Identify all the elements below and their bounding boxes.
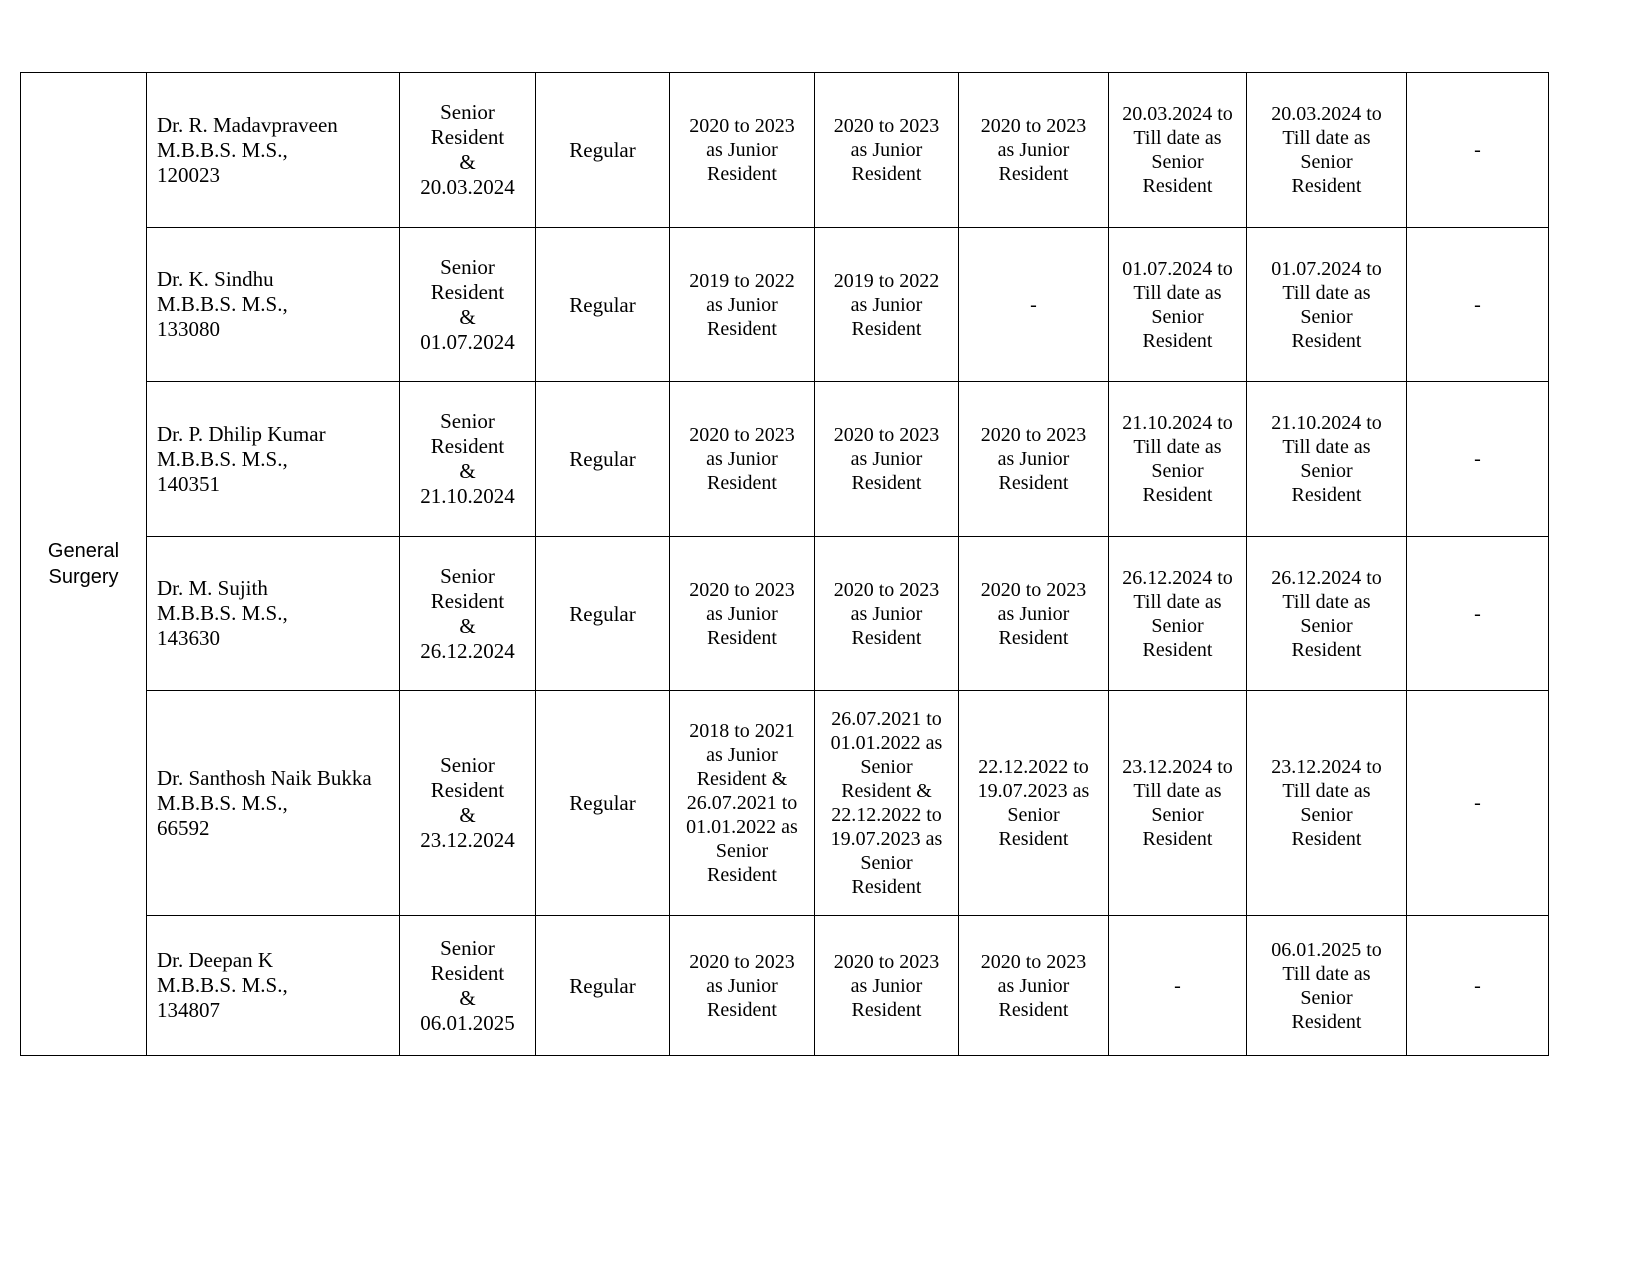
designation-cell: Senior Resident & 23.12.2024 xyxy=(400,691,536,916)
experience-cell: - xyxy=(1407,691,1549,916)
designation-cell: Senior Resident & 21.10.2024 xyxy=(400,382,536,537)
experience-cell: 2019 to 2022 as Junior Resident xyxy=(670,228,815,382)
experience-cell: 2020 to 2023 as Junior Resident xyxy=(959,916,1109,1056)
experience-cell: 22.12.2022 to 19.07.2023 as Senior Resident xyxy=(959,691,1109,916)
faculty-table xyxy=(20,72,1549,1056)
experience-cell: - xyxy=(1407,382,1549,537)
experience-cell: 2020 to 2023 as Junior Resident xyxy=(959,382,1109,537)
table-row xyxy=(21,73,1549,228)
experience-cell: 26.12.2024 to Till date as Senior Resident xyxy=(1247,537,1407,691)
table-row xyxy=(21,691,1549,916)
experience-cell: 01.07.2024 to Till date as Senior Resident xyxy=(1247,228,1407,382)
department-cell: General Surgery xyxy=(21,73,147,1056)
appointment-nature-cell: Regular xyxy=(536,382,670,537)
table-row xyxy=(21,382,1549,537)
experience-cell: 20.03.2024 to Till date as Senior Resident xyxy=(1247,73,1407,228)
faculty-name-cell: Dr. M. Sujith M.B.B.S. M.S., 143630 xyxy=(147,537,400,691)
experience-cell: - xyxy=(1407,916,1549,1056)
experience-cell: 06.01.2025 to Till date as Senior Resident xyxy=(1247,916,1407,1056)
appointment-nature-cell: Regular xyxy=(536,916,670,1056)
experience-cell: 2020 to 2023 as Junior Resident xyxy=(670,382,815,537)
experience-cell: 26.12.2024 to Till date as Senior Resident xyxy=(1109,537,1247,691)
experience-cell: 2020 to 2023 as Junior Resident xyxy=(815,916,959,1056)
experience-cell: - xyxy=(959,228,1109,382)
experience-cell: - xyxy=(1407,228,1549,382)
faculty-name-cell: Dr. R. Madavpraveen M.B.B.S. M.S., 120023 xyxy=(147,73,400,228)
experience-cell: 23.12.2024 to Till date as Senior Resident xyxy=(1109,691,1247,916)
experience-cell: - xyxy=(1407,537,1549,691)
experience-cell: 21.10.2024 to Till date as Senior Resident xyxy=(1109,382,1247,537)
experience-cell: 23.12.2024 to Till date as Senior Resident xyxy=(1247,691,1407,916)
experience-cell: 26.07.2021 to 01.01.2022 as Senior Resident & 22.12.2022 to 19.07.2023 as Senior Resident xyxy=(815,691,959,916)
experience-cell: 2020 to 2023 as Junior Resident xyxy=(670,73,815,228)
experience-cell: 2020 to 2023 as Junior Resident xyxy=(815,73,959,228)
appointment-nature-cell: Regular xyxy=(536,537,670,691)
table-row xyxy=(21,537,1549,691)
experience-cell: 2020 to 2023 as Junior Resident xyxy=(959,537,1109,691)
experience-cell: - xyxy=(1109,916,1247,1056)
designation-cell: Senior Resident & 06.01.2025 xyxy=(400,916,536,1056)
faculty-name-cell: Dr. Santhosh Naik Bukka M.B.B.S. M.S., 66592 xyxy=(147,691,400,916)
table-row xyxy=(21,916,1549,1056)
experience-cell: 2020 to 2023 as Junior Resident xyxy=(815,382,959,537)
designation-cell: Senior Resident & 01.07.2024 xyxy=(400,228,536,382)
designation-cell: Senior Resident & 20.03.2024 xyxy=(400,73,536,228)
experience-cell: 21.10.2024 to Till date as Senior Resident xyxy=(1247,382,1407,537)
experience-cell: 2018 to 2021 as Junior Resident & 26.07.2021 to 01.01.2022 as Senior Resident xyxy=(670,691,815,916)
faculty-name-cell: Dr. K. Sindhu M.B.B.S. M.S., 133080 xyxy=(147,228,400,382)
faculty-name-cell: Dr. Deepan K M.B.B.S. M.S., 134807 xyxy=(147,916,400,1056)
experience-cell: 2020 to 2023 as Junior Resident xyxy=(815,537,959,691)
experience-cell: 20.03.2024 to Till date as Senior Resident xyxy=(1109,73,1247,228)
experience-cell: 2020 to 2023 as Junior Resident xyxy=(670,537,815,691)
experience-cell: - xyxy=(1407,73,1549,228)
faculty-name-cell: Dr. P. Dhilip Kumar M.B.B.S. M.S., 140351 xyxy=(147,382,400,537)
designation-cell: Senior Resident & 26.12.2024 xyxy=(400,537,536,691)
experience-cell: 2020 to 2023 as Junior Resident xyxy=(959,73,1109,228)
experience-cell: 2020 to 2023 as Junior Resident xyxy=(670,916,815,1056)
appointment-nature-cell: Regular xyxy=(536,73,670,228)
experience-cell: 2019 to 2022 as Junior Resident xyxy=(815,228,959,382)
experience-cell: 01.07.2024 to Till date as Senior Resident xyxy=(1109,228,1247,382)
appointment-nature-cell: Regular xyxy=(536,691,670,916)
table-row xyxy=(21,228,1549,382)
appointment-nature-cell: Regular xyxy=(536,228,670,382)
